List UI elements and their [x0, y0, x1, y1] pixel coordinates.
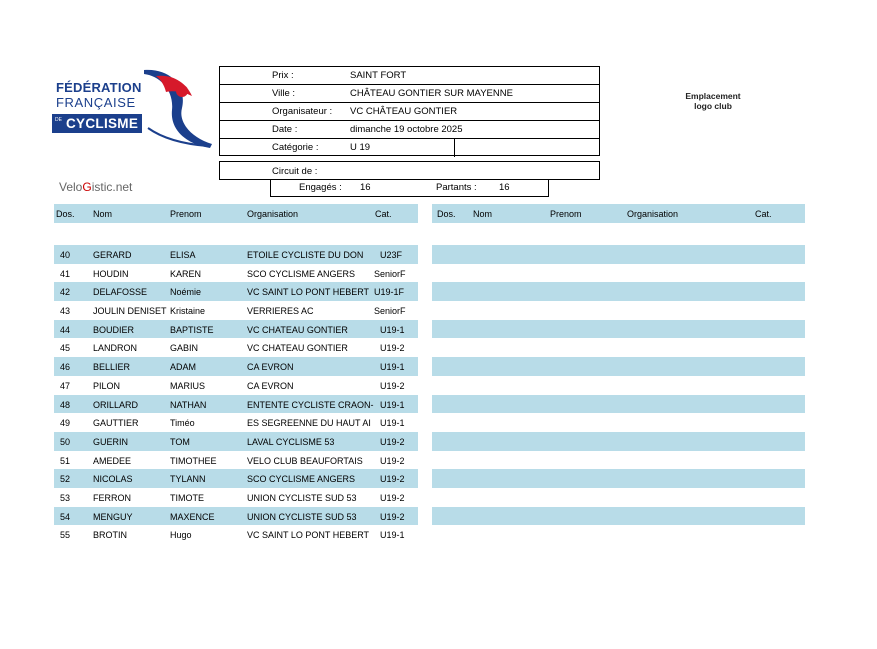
cell-organisation: VERRIERES AC [247, 306, 314, 317]
table-row [54, 264, 418, 283]
cell-organisation: ETOILE CYCLISTE DU DON [247, 250, 364, 260]
velogistic-part2: G [82, 180, 92, 194]
cell-cat: SeniorF [374, 306, 406, 317]
cell-prenom: NATHAN [170, 399, 207, 410]
table-row-empty [432, 451, 805, 470]
cell-prenom: ELISA [170, 250, 196, 260]
cell-dos: 48 [60, 399, 71, 410]
riders-table-right [432, 204, 805, 525]
cell-cat: U19-2 [380, 436, 405, 447]
info-row-prix [220, 67, 599, 85]
cell-nom: GERARD [93, 250, 132, 260]
cell-nom: FERRON [93, 492, 131, 503]
table-row [54, 301, 418, 320]
prix-label: Prix : [272, 70, 294, 81]
table-row-empty [432, 320, 805, 339]
cell-prenom: TIMOTE [170, 492, 204, 503]
table-row [54, 320, 418, 339]
table-row [54, 451, 418, 470]
col-cat-right: Cat. [755, 209, 772, 219]
table-row-empty [432, 432, 805, 451]
table-row [54, 525, 418, 544]
cell-organisation: VELO CLUB BEAUFORTAIS [247, 455, 363, 466]
cell-dos: 44 [60, 324, 71, 335]
cell-cat: U19-1F [374, 287, 405, 298]
table-row-empty [432, 245, 805, 264]
table-row-empty [432, 357, 805, 376]
cell-prenom: MARIUS [170, 380, 206, 391]
cell-organisation: ES SEGREENNE DU HAUT AI [247, 418, 371, 429]
ville-value: CHÂTEAU GONTIER SUR MAYENNE [350, 88, 513, 99]
cell-dos: 51 [60, 455, 71, 466]
col-organisation: Organisation [247, 209, 299, 219]
cell-dos: 52 [60, 474, 71, 485]
table-row [54, 245, 418, 264]
cell-prenom: ADAM [170, 362, 197, 373]
federation-line2: FRANÇAISE [56, 95, 136, 110]
date-value: dimanche 19 octobre 2025 [350, 124, 463, 135]
table-row [54, 413, 418, 432]
table-row-empty [432, 376, 805, 395]
empty-rows-right [432, 245, 805, 525]
table-row [54, 357, 418, 376]
cell-prenom: KAREN [170, 268, 202, 279]
table-row-empty [432, 395, 805, 414]
federation-prefix: DE [55, 117, 62, 123]
cell-prenom: GABIN [170, 343, 199, 354]
col-nom: Nom [93, 209, 113, 219]
federation-line1: FÉDÉRATION [56, 80, 142, 95]
table-row-empty [432, 469, 805, 488]
categorie-label: Catégorie : [272, 142, 319, 153]
table-row [54, 282, 418, 301]
cell-nom: PILON [93, 380, 121, 391]
col-prenom: Prenom [170, 209, 202, 219]
cell-cat: U19-2 [380, 455, 405, 466]
club-logo-line1: Emplacement [685, 91, 741, 101]
table-header-right [432, 204, 805, 223]
cell-dos: 50 [60, 436, 71, 447]
riders-table-left [54, 204, 418, 544]
cell-cat: U19-1 [380, 399, 405, 410]
cell-cat: U19-2 [380, 380, 405, 391]
table-row [54, 376, 418, 395]
table-row [54, 488, 418, 507]
categorie-divider [454, 139, 455, 157]
cell-dos: 45 [60, 343, 71, 354]
col-prenom-right: Prenom [550, 209, 582, 219]
cell-organisation: SCO CYCLISME ANGERS [247, 268, 356, 279]
cell-organisation: VC SAINT LO PONT HEBERT [247, 530, 370, 541]
info-row-ville [220, 85, 599, 103]
cell-nom: NICOLAS [93, 474, 133, 485]
cell-organisation: VC SAINT LO PONT HEBERT [247, 287, 370, 298]
table-row-empty [432, 413, 805, 432]
club-logo-placeholder [650, 68, 776, 142]
cell-prenom: Hugo [170, 530, 192, 541]
table-row-empty [432, 264, 805, 283]
cell-nom: MENGUY [93, 511, 133, 522]
table-row [54, 507, 418, 526]
col-nom-right: Nom [473, 209, 493, 219]
cell-nom: JOULIN DENISET [93, 306, 167, 317]
cell-cat: U19-2 [380, 343, 405, 354]
cell-organisation: SCO CYCLISME ANGERS [247, 474, 356, 485]
cell-cat: SeniorF [374, 268, 406, 279]
info-row-organisateur [220, 103, 599, 121]
federation-logo [52, 68, 216, 150]
spacer-row [54, 223, 418, 245]
cell-prenom: MAXENCE [170, 511, 215, 522]
federation-line3: CYCLISME [66, 116, 139, 131]
cell-organisation: UNION CYCLISTE SUD 53 [247, 492, 357, 503]
cell-nom: LANDRON [93, 343, 138, 354]
cell-cat: U19-2 [380, 511, 405, 522]
cell-prenom: Kristaine [170, 306, 206, 317]
cell-dos: 41 [60, 268, 71, 279]
cell-cat: U19-2 [380, 492, 405, 503]
cell-cat: U19-1 [380, 362, 405, 373]
cell-nom: DELAFOSSE [93, 287, 148, 298]
cell-nom: BOUDIER [93, 324, 135, 335]
cell-prenom: TYLANN [170, 474, 206, 485]
col-dos-right: Dos. [437, 209, 456, 219]
cell-prenom: TOM [170, 436, 190, 447]
table-header [54, 204, 418, 223]
circuit-box [219, 161, 600, 180]
club-logo-line2: logo club [694, 101, 732, 111]
cell-nom: AMEDEE [93, 455, 132, 466]
cell-nom: GUERIN [93, 436, 129, 447]
cell-dos: 53 [60, 492, 71, 503]
ville-label: Ville : [272, 88, 296, 99]
velogistic-part3: istic.net [91, 180, 133, 194]
cell-dos: 49 [60, 418, 71, 429]
cell-cat: U23F [380, 250, 403, 260]
cell-cat: U19-1 [380, 418, 405, 429]
cell-organisation: VC CHATEAU GONTIER [247, 324, 348, 335]
engages-label: Engagés : [299, 182, 342, 193]
table-row [54, 432, 418, 451]
cell-dos: 43 [60, 306, 71, 317]
cell-dos: 47 [60, 380, 71, 391]
table-row-empty [432, 488, 805, 507]
cell-prenom: Timéo [170, 418, 195, 429]
col-dos: Dos. [56, 209, 75, 219]
organisateur-label: Organisateur : [272, 106, 333, 117]
table-row [54, 395, 418, 414]
cell-organisation: CA EVRON [247, 380, 294, 391]
table-row-empty [432, 282, 805, 301]
velogistic-watermark [59, 180, 132, 194]
table-row-empty [432, 338, 805, 357]
partants-label: Partants : [436, 182, 477, 193]
table-row-empty [432, 301, 805, 320]
cell-dos: 42 [60, 287, 71, 298]
cell-dos: 55 [60, 530, 71, 541]
spacer-row-right [432, 223, 805, 245]
cell-nom: ORILLARD [93, 399, 139, 410]
cell-organisation: LAVAL CYCLISME 53 [247, 436, 335, 447]
col-organisation-right: Organisation [627, 209, 679, 219]
cell-prenom: BAPTISTE [170, 324, 214, 335]
date-label: Date : [272, 124, 298, 135]
cell-organisation: VC CHATEAU GONTIER [247, 343, 348, 354]
counts-box [270, 179, 549, 197]
cell-prenom: TIMOTHEE [170, 455, 217, 466]
cell-prenom: Noémie [170, 287, 202, 298]
race-info-box [219, 66, 600, 156]
cell-dos: 46 [60, 362, 71, 373]
cell-nom: BELLIER [93, 362, 131, 373]
info-row-date [220, 121, 599, 139]
rider-rows [54, 245, 418, 544]
circuit-label: Circuit de : [272, 166, 318, 177]
cell-cat: U19-2 [380, 474, 405, 485]
col-cat: Cat. [375, 209, 392, 219]
info-row-categorie [220, 139, 599, 157]
cell-nom: GAUTTIER [93, 418, 139, 429]
velogistic-part1: Velo [59, 180, 83, 194]
table-row-empty [432, 507, 805, 526]
cell-cat: U19-1 [380, 530, 405, 541]
engages-value: 16 [360, 182, 371, 193]
cell-dos: 40 [60, 250, 71, 260]
table-row [54, 338, 418, 357]
table-row [54, 469, 418, 488]
cell-organisation: CA EVRON [247, 362, 294, 373]
cell-organisation: ENTENTE CYCLISTE CRAON- [247, 399, 374, 410]
cell-nom: BROTIN [93, 530, 128, 541]
organisateur-value: VC CHÂTEAU GONTIER [350, 106, 458, 117]
cell-cat: U19-1 [380, 324, 405, 335]
cell-nom: HOUDIN [93, 268, 129, 279]
partants-value: 16 [499, 182, 510, 193]
prix-value: SAINT FORT [350, 70, 407, 81]
cell-dos: 54 [60, 511, 71, 522]
cell-organisation: UNION CYCLISTE SUD 53 [247, 511, 357, 522]
categorie-value: U 19 [350, 142, 371, 153]
